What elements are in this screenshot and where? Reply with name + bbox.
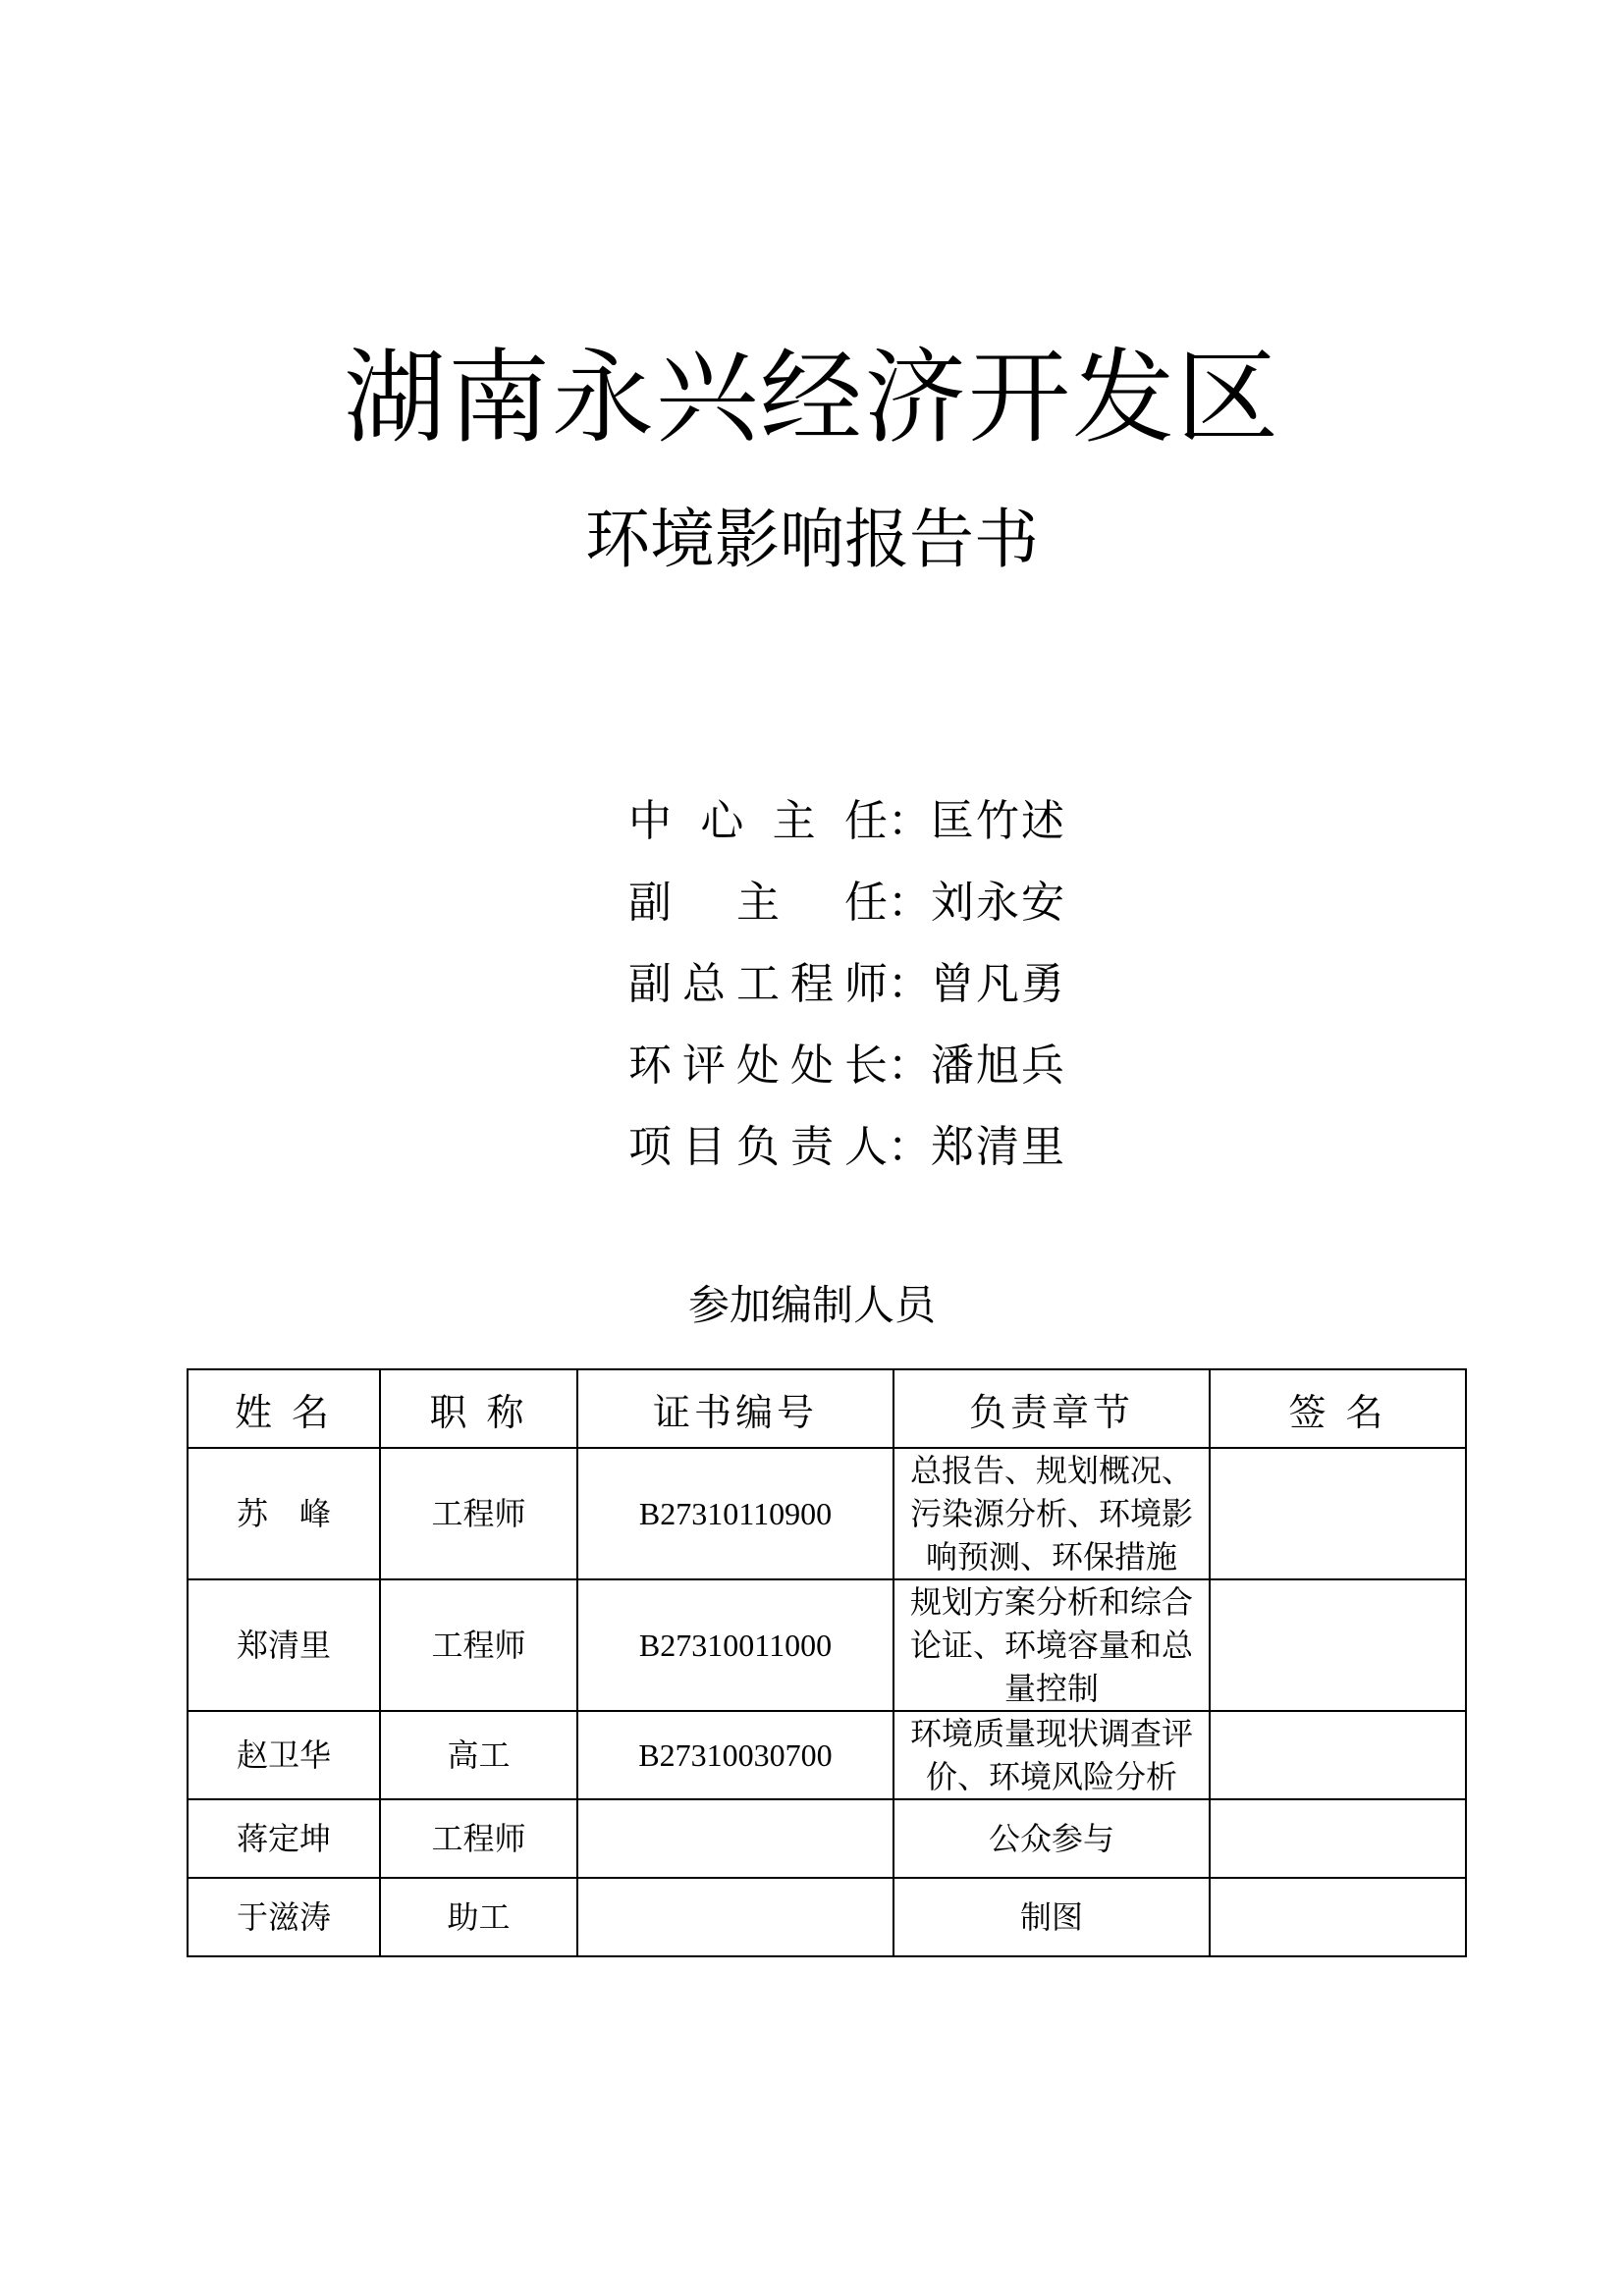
- header-name: 姓 名: [188, 1369, 380, 1448]
- leader-colon: ：: [888, 958, 931, 1009]
- cell-chapter: 环境质量现状调查评价、环境风险分析: [893, 1711, 1210, 1799]
- cell-cert: B27310030700: [577, 1711, 893, 1799]
- cell-chapter: 制图: [893, 1878, 1210, 1956]
- cell-title: 工程师: [380, 1448, 577, 1579]
- leader-row: [628, 1020, 1218, 1101]
- leader-name: 匡竹述: [931, 795, 1066, 846]
- leader-colon: ：: [888, 1040, 931, 1091]
- table-row: [188, 1579, 1466, 1711]
- cell-name: 蒋定坤: [188, 1799, 380, 1878]
- header-cert: 证书编号: [577, 1369, 893, 1448]
- cell-cert: B27310011000: [577, 1579, 893, 1711]
- cell-name: 赵卫华: [188, 1711, 380, 1799]
- leader-label: 项 目 负 责 人: [628, 1121, 888, 1172]
- leader-colon: ：: [888, 1121, 931, 1172]
- header-chapter: 负责章节: [893, 1369, 1210, 1448]
- table-row: [188, 1878, 1466, 1956]
- table-row: [188, 1448, 1466, 1579]
- header-title: 职 称: [380, 1369, 577, 1448]
- leader-row: [628, 775, 1218, 857]
- leader-name: 潘旭兵: [931, 1040, 1066, 1091]
- table-row: [188, 1711, 1466, 1799]
- table-row: [188, 1799, 1466, 1878]
- leaders-list: [628, 775, 1218, 1183]
- staff-table: [187, 1368, 1467, 1957]
- cell-name: 于滋涛: [188, 1878, 380, 1956]
- cell-title: 高工: [380, 1711, 577, 1799]
- report-subtitle: 环境影响报告书: [585, 502, 1039, 577]
- leader-colon: ：: [888, 795, 931, 846]
- leader-colon: ：: [888, 877, 931, 928]
- cell-chapter: 总报告、规划概况、污染源分析、环境影响预测、环保措施: [893, 1448, 1210, 1579]
- cell-chapter: 公众参与: [893, 1799, 1210, 1878]
- header-signature: 签 名: [1210, 1369, 1466, 1448]
- cell-signature: [1210, 1711, 1466, 1799]
- cell-name: 郑清里: [188, 1579, 380, 1711]
- cell-cert: B27310110900: [577, 1448, 893, 1579]
- cell-chapter: 规划方案分析和综合论证、环境容量和总量控制: [893, 1579, 1210, 1711]
- leader-row: [628, 1101, 1218, 1183]
- cell-signature: [1210, 1579, 1466, 1711]
- table-header-row: [188, 1369, 1466, 1448]
- report-title: 湖南永兴经济开发区: [343, 338, 1280, 457]
- leader-name: 郑清里: [931, 1121, 1066, 1172]
- cell-signature: [1210, 1799, 1466, 1878]
- cell-cert: [577, 1878, 893, 1956]
- cell-signature: [1210, 1878, 1466, 1956]
- leader-row: [628, 857, 1218, 938]
- leader-label: 副 总 工 程 师: [628, 958, 888, 1009]
- cell-cert: [577, 1799, 893, 1878]
- leader-label: 中 心 主 任: [628, 795, 888, 846]
- staff-heading: 参加编制人员: [687, 1281, 936, 1329]
- leader-label: 环 评 处 处 长: [628, 1040, 888, 1091]
- leader-name: 曾凡勇: [931, 958, 1066, 1009]
- cell-signature: [1210, 1448, 1466, 1579]
- leader-name: 刘永安: [931, 877, 1066, 928]
- leader-label: 副 主 任: [628, 877, 888, 928]
- cell-title: 助工: [380, 1878, 577, 1956]
- cell-title: 工程师: [380, 1799, 577, 1878]
- cell-name: 苏 峰: [188, 1448, 380, 1579]
- leader-row: [628, 938, 1218, 1020]
- cell-title: 工程师: [380, 1579, 577, 1711]
